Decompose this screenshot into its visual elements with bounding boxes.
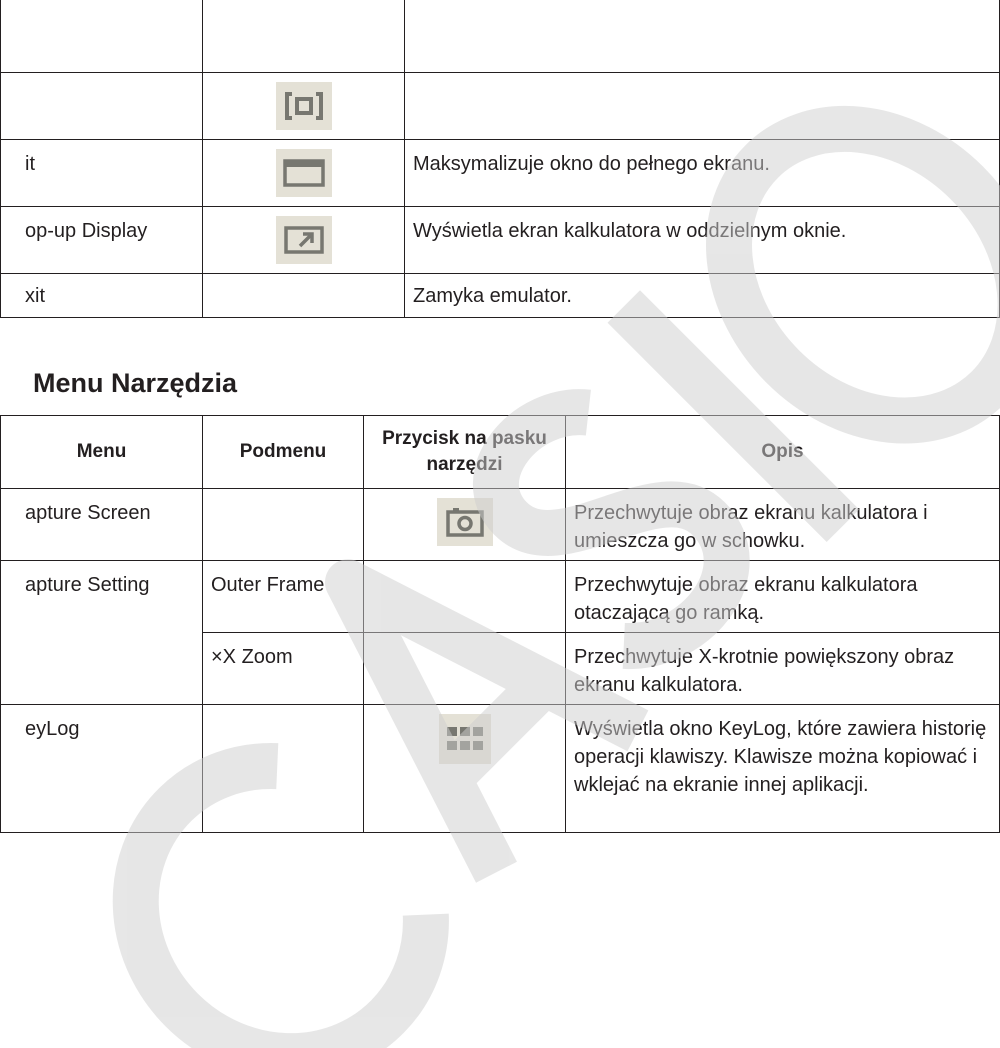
icon-cell <box>364 633 566 705</box>
submenu-cell <box>203 489 364 561</box>
header-menu: Menu <box>1 416 203 489</box>
submenu-cell: ×X Zoom <box>203 633 364 705</box>
table-row <box>1 73 1000 140</box>
fit-to-window-icon <box>276 82 332 130</box>
description-cell: Wyświetla okno KeyLog, które zawiera historię operacji klawiszy. Klawisze można kopiować i wklejać na ekranie innej aplikacji. <box>566 705 1000 833</box>
icon-cell <box>203 140 405 207</box>
description-cell <box>405 73 1000 140</box>
maximize-window-icon <box>276 149 332 197</box>
icon-cell <box>364 561 566 633</box>
menu-cell: apture Screen <box>1 489 203 561</box>
submenu-cell: Outer Frame <box>203 561 364 633</box>
table-row <box>1 274 1000 318</box>
menu-cell: eyLog <box>1 705 203 833</box>
table-row <box>1 705 1000 833</box>
icon-cell <box>203 0 405 73</box>
menu-cell <box>1 73 203 140</box>
description-cell: Maksymalizuje okno do pełnego ekranu. <box>405 140 1000 207</box>
popup-window-icon <box>276 216 332 264</box>
table-header-row <box>1 416 1000 489</box>
menu-cell <box>1 0 203 73</box>
description-cell: Przechwytuje obraz ekranu kalkulatora i umieszcza go w schowku. <box>566 489 1000 561</box>
icon-cell <box>203 274 405 318</box>
table-row <box>1 0 1000 73</box>
header-toolbar-button: Przycisk na pasku narzędzi <box>364 416 566 489</box>
tools-menu-table <box>0 415 1000 833</box>
table-row <box>1 207 1000 274</box>
table-row <box>1 489 1000 561</box>
description-cell: Przechwytuje X-krotnie powiększony obraz ekranu kalkulatora. <box>566 633 1000 705</box>
menu-cell: op-up Display <box>1 207 203 274</box>
icon-cell <box>364 489 566 561</box>
table-row <box>1 561 1000 633</box>
description-cell: Przechwytuje obraz ekranu kalkulatora otaczającą go ramką. <box>566 561 1000 633</box>
description-cell: Wyświetla ekran kalkulatora w oddzielnym oknie. <box>405 207 1000 274</box>
menu-cell: xit <box>1 274 203 318</box>
header-description: Opis <box>566 416 1000 489</box>
description-cell: Zamyka emulator. <box>405 274 1000 318</box>
table-row <box>1 140 1000 207</box>
submenu-cell <box>203 705 364 833</box>
menu-cell: apture Setting <box>1 561 203 705</box>
header-submenu: Podmenu <box>203 416 364 489</box>
icon-cell <box>203 73 405 140</box>
section-heading: Menu Narzędzia <box>33 368 238 398</box>
icon-cell <box>203 207 405 274</box>
camera-icon <box>437 498 493 546</box>
description-cell <box>405 0 1000 73</box>
icon-cell <box>364 705 566 833</box>
window-menu-table <box>0 0 1000 318</box>
keylog-grid-icon <box>439 714 491 764</box>
menu-cell: it <box>1 140 203 207</box>
